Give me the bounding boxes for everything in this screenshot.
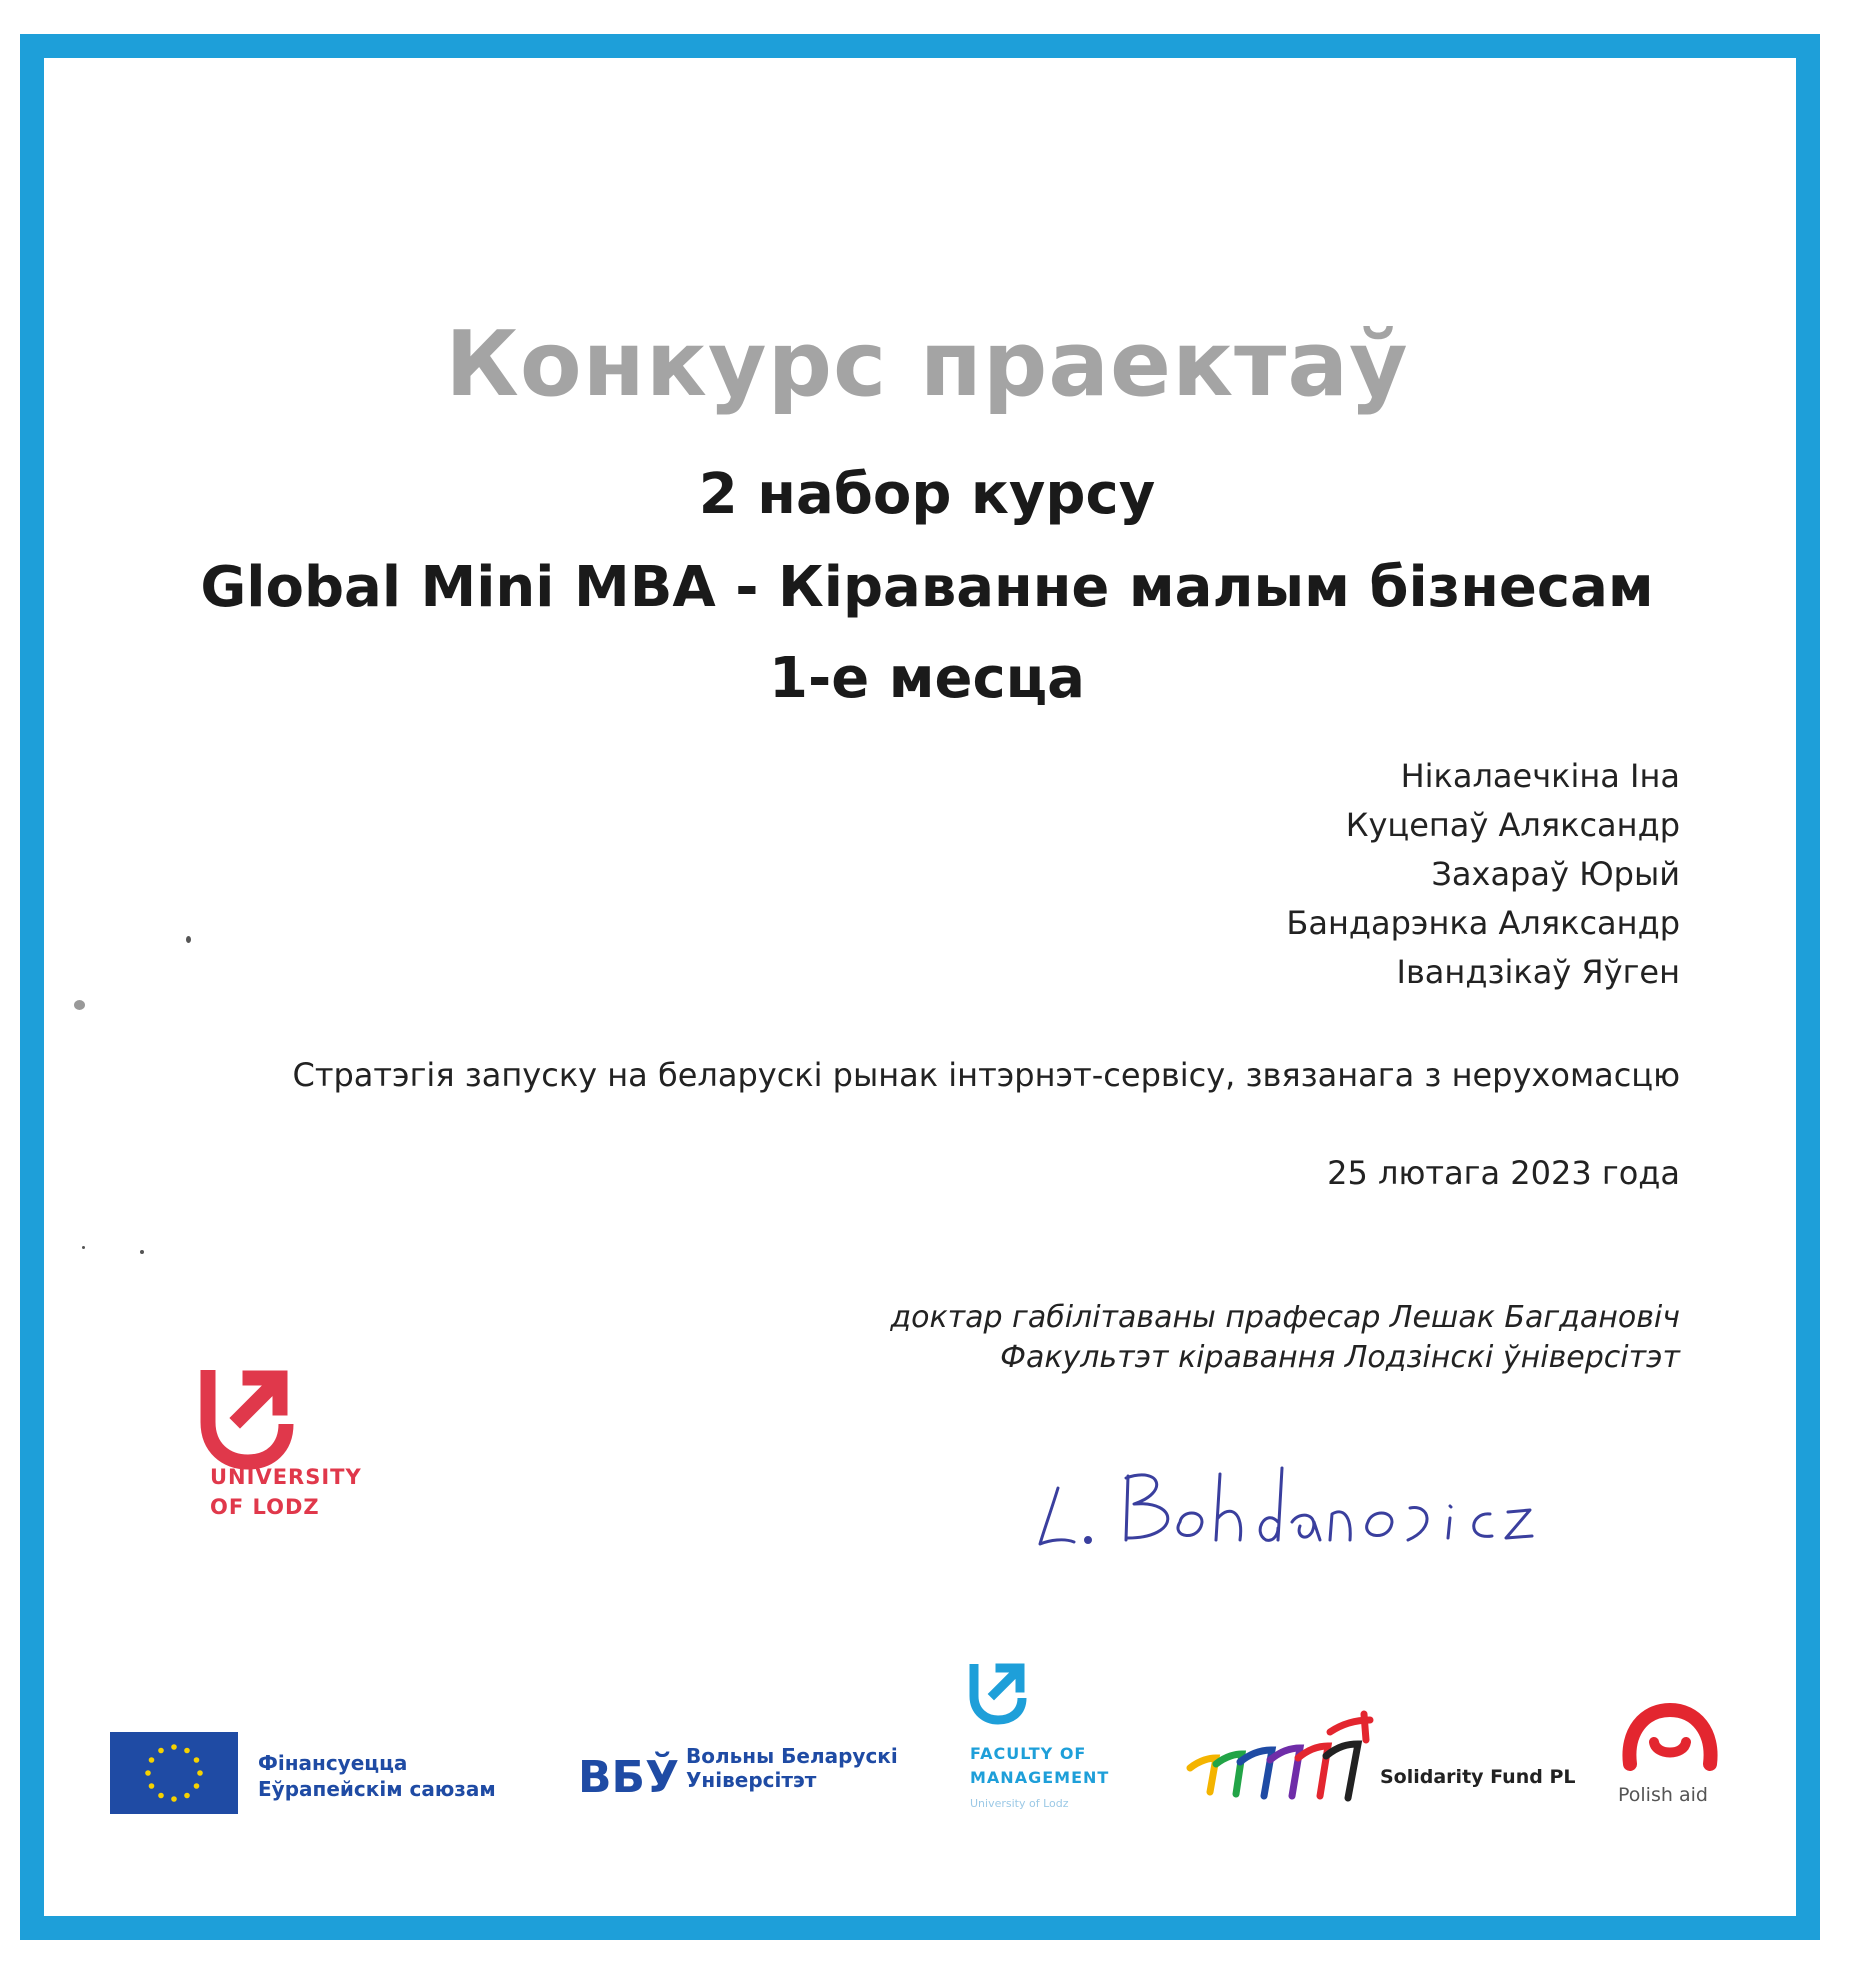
participant-name: Куцепаў Аляксандр	[1345, 806, 1680, 844]
eu-label-line: Фінансуецца	[258, 1751, 408, 1775]
participant-name: Івандзікаў Яўген	[1396, 953, 1680, 991]
award-place: 1-е месца	[769, 646, 1085, 711]
award-date: 25 лютага 2023 года	[1327, 1154, 1680, 1192]
scan-speck	[74, 1000, 85, 1010]
project-title: Стратэгія запуску на беларускі рынак інтэрнэт-сервісу, звязанага з нерухомасцю	[292, 1056, 1680, 1094]
vbu-logo-mark: ВБЎ	[578, 1752, 679, 1803]
signer-affiliation: Факультэт кіравання Лодзінскі ўніверсітэт	[1000, 1340, 1680, 1375]
eu-funding-label	[258, 1750, 496, 1802]
scan-speck	[82, 1246, 85, 1249]
polish-aid-logo-icon	[1620, 1702, 1720, 1774]
course-intake: 2 набор курсу	[698, 462, 1156, 527]
participant-name: Захараў Юрый	[1431, 855, 1680, 893]
course-name: Global Mini MBA - Кіраванне малым бізнесам	[200, 555, 1654, 620]
solidarity-fund-logo-icon	[1180, 1706, 1376, 1802]
university-label-line: OF LODZ	[210, 1495, 320, 1519]
faculty-of-management-label	[970, 1742, 1109, 1790]
participant-name: Нікалаечкіна Іна	[1400, 757, 1680, 795]
fom-label-line: MANAGEMENT	[970, 1768, 1110, 1787]
eu-label-line: Еўрапейскім саюзам	[258, 1777, 496, 1801]
participant-name: Бандарэнка Аляксандр	[1286, 904, 1680, 942]
university-of-lodz-label	[210, 1462, 362, 1522]
scan-speck	[186, 936, 191, 943]
faculty-of-management-logo-icon	[966, 1658, 1036, 1730]
signer-block	[890, 1298, 1680, 1378]
handwritten-signature	[1030, 1448, 1550, 1558]
participants-list	[1286, 752, 1680, 997]
faculty-university-caption: University of Lodz	[970, 1797, 1069, 1810]
signer-name: доктар габілітаваны прафесар Лешак Багдановіч	[890, 1300, 1680, 1335]
eu-flag-icon	[110, 1732, 238, 1814]
vbu-label-line: Універсітэт	[686, 1768, 817, 1792]
solidarity-fund-label: Solidarity Fund PL	[1380, 1766, 1576, 1788]
university-label-line: UNIVERSITY	[210, 1465, 362, 1489]
polish-aid-label: Polish aid	[1618, 1784, 1708, 1806]
certificate-title: Конкурс праектаў	[445, 312, 1409, 417]
scan-speck	[140, 1250, 144, 1254]
fom-label-line: FACULTY OF	[970, 1744, 1087, 1763]
vbu-label-line: Вольны Беларускі	[686, 1744, 898, 1768]
vbu-label	[686, 1744, 898, 1792]
